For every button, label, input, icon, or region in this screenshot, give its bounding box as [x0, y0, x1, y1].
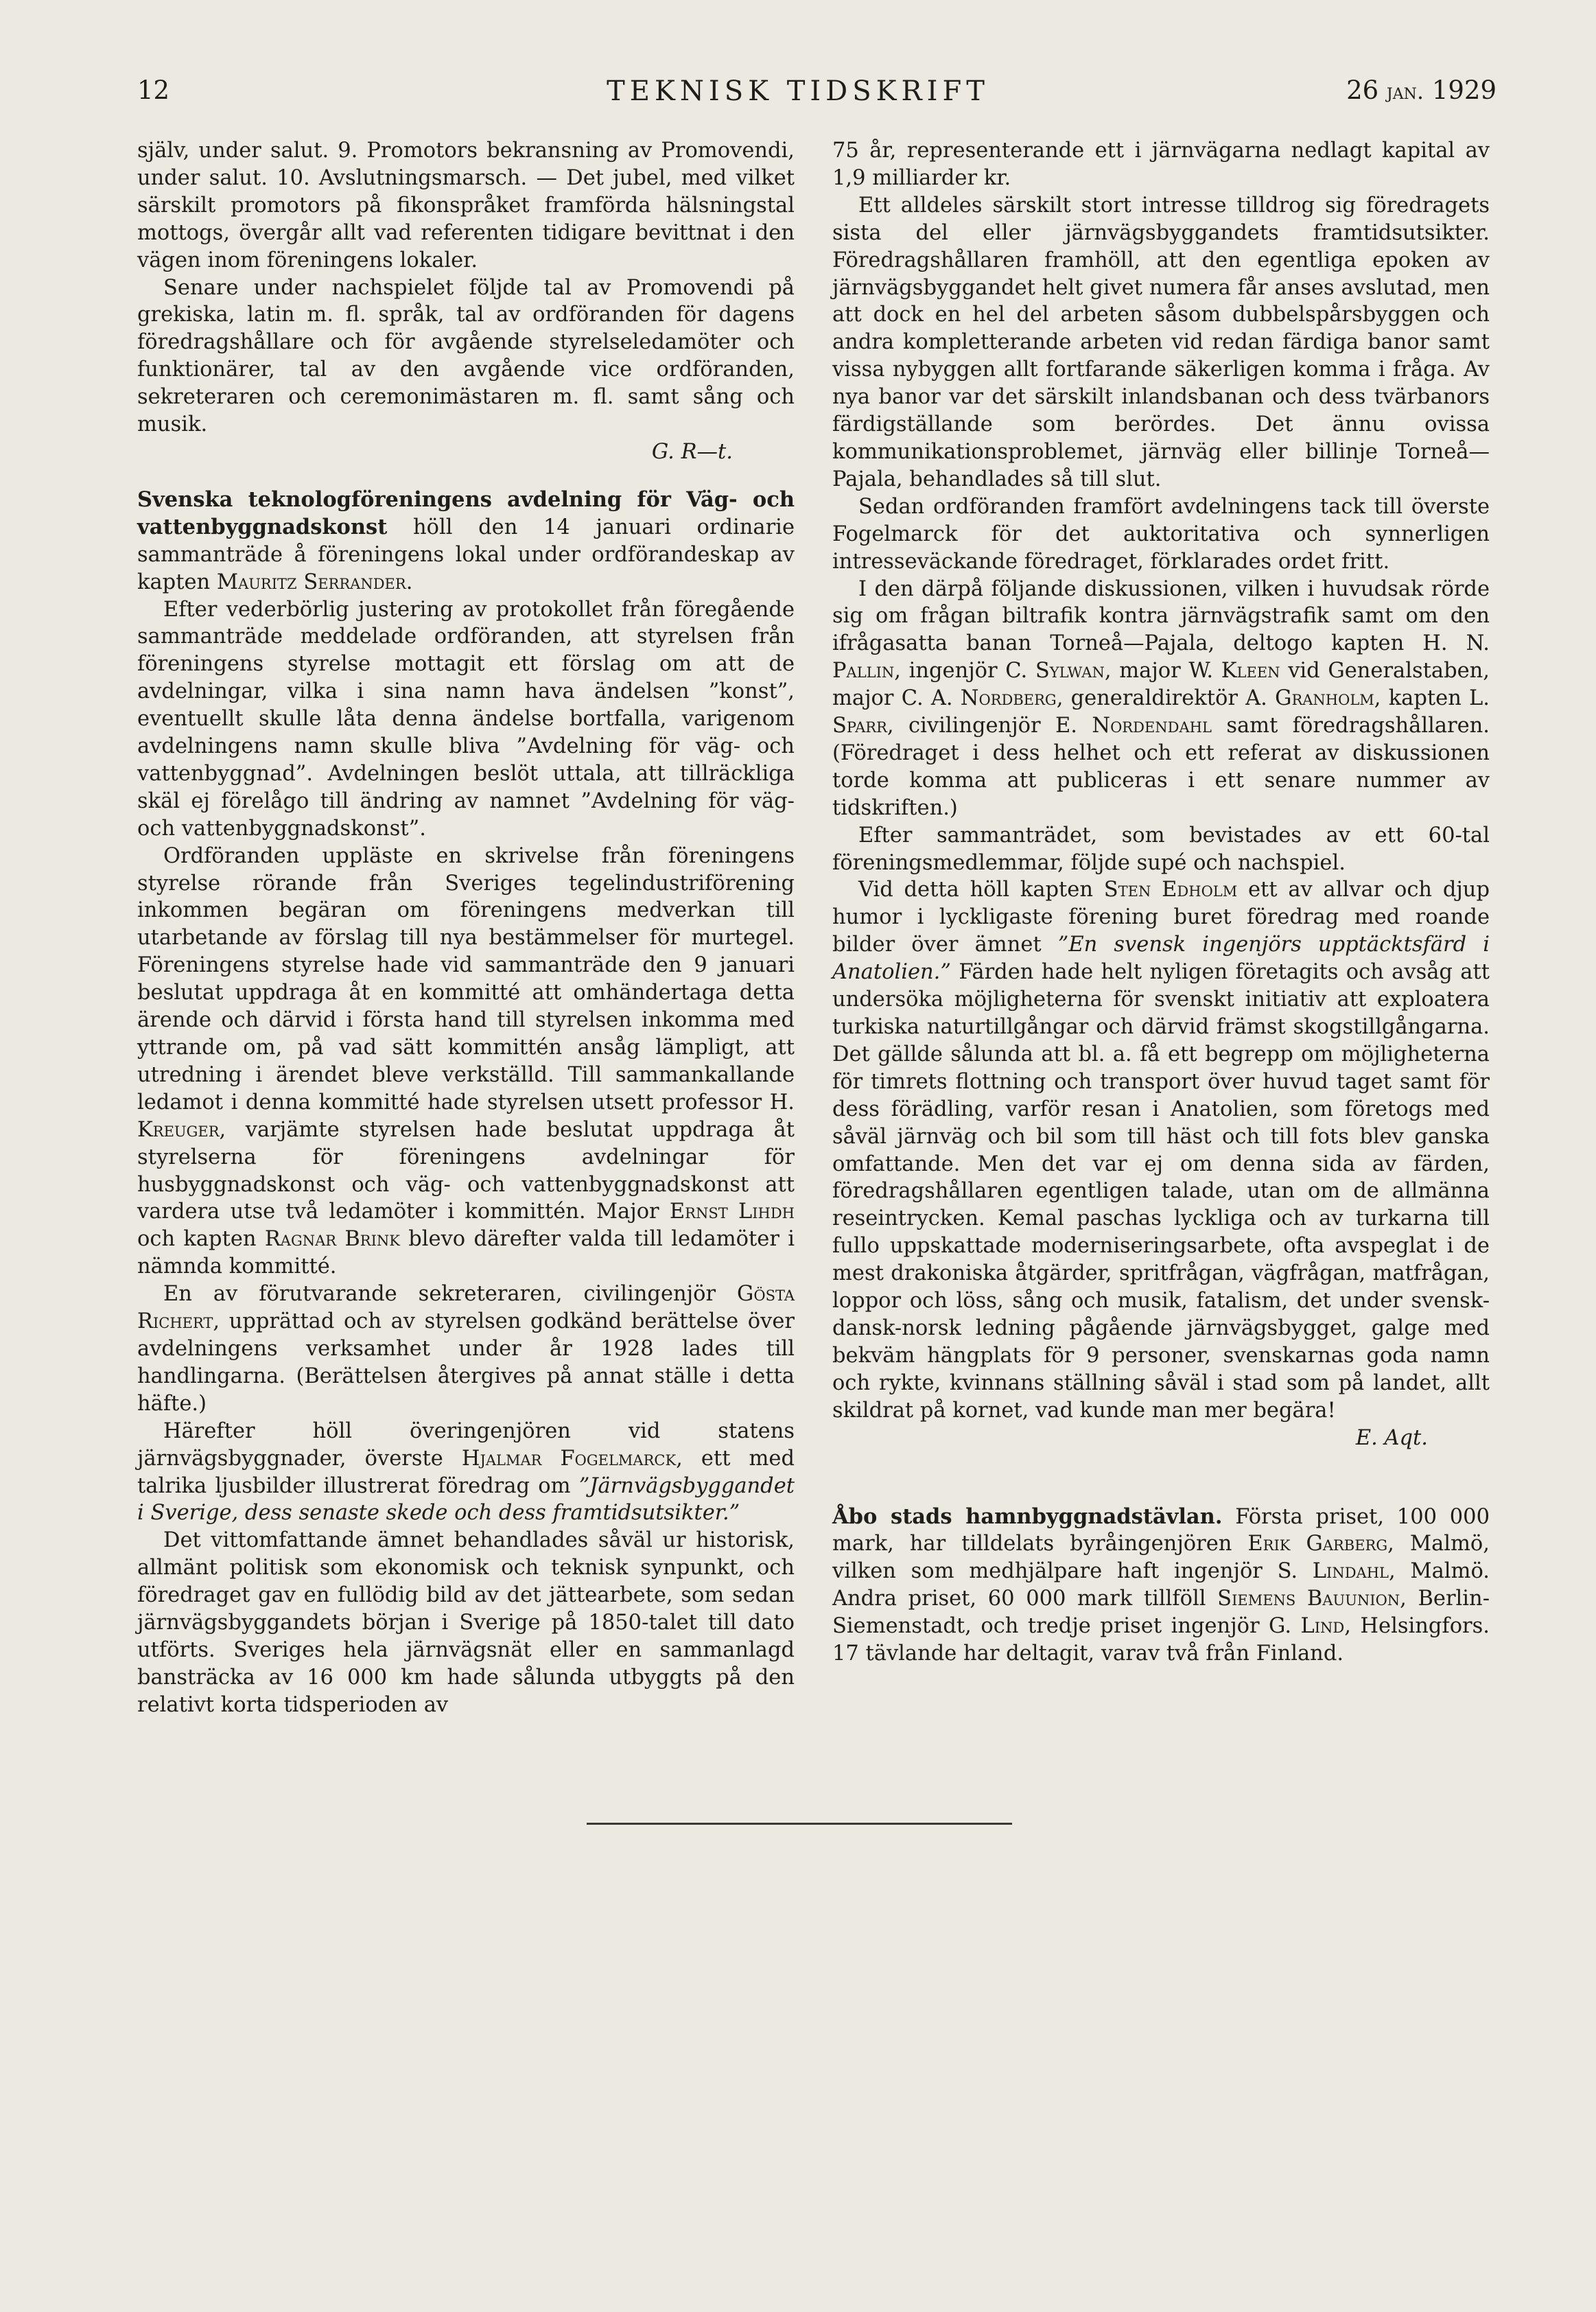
- divider-rule: [587, 1823, 1012, 1825]
- right-column: [832, 137, 1490, 1668]
- person-name: Ragnar Brink: [264, 1227, 400, 1252]
- paragraph: En av förutvarande sekreteraren, civilingenjör Gösta Richert, upprättad och av styrelsen godkänd berättelse över avdelningens verksamhet under år 1928 lades till handlingarna. (Berättelsen återgives på annat ställe i detta häfte.): [137, 1282, 795, 1416]
- paragraph: Vid detta höll kapten Sten Edholm ett av allvar och djup humor i lyckligaste förening buret föredrag med roande bilder över ämnet ”En svensk ingenjörs upptäcktsfärd i Anatolien.” Färden hade helt nyligen företagits och avsåg att undersöka möjligheterna för svenskt initiativ att exploatera turkiska naturtillgångar och därvid främst skogstillgångarna. Det gällde sålunda att bl. a. få ett begrepp om möjligheterna för timrets flottning och transport över huvud taget samt för dess förädling, varför resan i Anatolien, som företogs med såväl järnväg och bil som till häst och till fots blev ganska omfattande. Men det var ej om denna sida av färden, föredragshållaren egentligen talade, utan om de allmänna reseintrycken. Kemal paschas lyckliga och av turkarna till fullo uppskattade moderniseringsarbete, ofta avspeglat i de mest drakoniska åtgärder, spritfrågan, vägfrågan, matfrågan, loppor och löss, sång och musik, fatalism, det under svensk-dansk-norsk ledning pågående järnvägsbygget, galge med bekväm hängplats för 9 personer, svenskarnas goda namn och rykte, kvinnans ställning såväl i stad som på landet, allt skildrat på kornet, vad kunde man mer begära!: [832, 878, 1490, 1423]
- person-name: Hjalmar Fogelmarck: [461, 1446, 677, 1471]
- person-name: Nordendahl: [1092, 714, 1212, 738]
- paragraph: Sedan ordföranden framfört avdelningens tack till överste Fogelmarck för det auktoritativa och synnerligen intresseväckande föredraget, förklarades ordet fritt.: [832, 494, 1490, 574]
- paragraph: Ett alldeles särskilt stort intresse tilldrog sig föredragets sista del eller järnvägsbyggandets framtidsutsikter. Föredragshållaren framhöll, att den egentliga epoken av järnvägsbyggandet helt givet numera får anses avslutad, men att dock en hel del arbeten såsom dubbelspårsbyggen och andra kompletterande arbeten vid redan färdiga banor samt vissa nybyggen allt fortfarande säkerligen komma i fråga. Av nya banor var det särskilt inlandsbanan och dess tvärbanors färdigställande som berördes. Det ännu ovissa kommunikationsproblemet, järnväg eller billinje Torneå—Pajala, behandlades så till slut.: [832, 193, 1490, 491]
- lecture-title: ”En svensk ingenjörs upptäcktsfärd i Anatolien.”: [832, 933, 1490, 985]
- person-name: Sten Edholm: [1103, 878, 1238, 902]
- section-heading: Svenska teknologföreningens avdelning för Väg- och vattenbyggnadskonst: [137, 487, 795, 539]
- section-spacer: [832, 1452, 1490, 1504]
- person-name: Sylwan: [1035, 659, 1105, 684]
- paragraph: Härefter höll överingenjören vid statens järnvägsbyggnader, överste Hjalmar Fogelmarck, ett med talrika ljusbilder illustrerat föredrag om ”Järnvägsbyggandet i Sverige, dess senaste skede och dess framtidsutsikter.”: [137, 1418, 795, 1526]
- paragraph: 75 år, representerande ett i järnvägarna nedlagt kapital av 1,9 milliarder kr.: [832, 139, 1490, 190]
- person-name: Granholm: [1275, 686, 1374, 711]
- person-name: Lind: [1300, 1614, 1345, 1639]
- section-intro: Svenska teknologföreningens avdelning för Väg- och vattenbyggnadskonst höll den 14 januari ordinarie sammanträde å föreningens lokal under ordförandeskap av kapten Mauritz Serrander.: [137, 487, 795, 594]
- paragraph: Det vittomfattande ämnet behandlades såväl ur historisk, allmänt politisk som ekonomisk och teknisk synpunkt, och föredraget gav en fullödig bild av det jättearbete, som sedan järnvägsbyggandets början i Sverige på 1850-talet till dato utförts. Sveriges hela järnvägsnät eller en sammanlagd bansträcka av 16 000 km hade sålunda utbyggts på den relativt korta tidsperioden av: [137, 1528, 795, 1717]
- section-heading: Åbo stads hamnbyggnadstävlan.: [832, 1504, 1223, 1529]
- person-name: Sparr: [832, 714, 887, 738]
- signature: G. R—t.: [651, 439, 733, 464]
- signature: E. Aqt.: [1355, 1425, 1428, 1450]
- person-name: Mauritz Serrander.: [216, 570, 413, 594]
- section-intro: Åbo stads hamnbyggnadstävlan. Första priset, 100 000 mark, har tilldelats byråingenjören Erik Garberg, Malmö, vilken som medhjälpare haft ingenjör S. Lindahl, Malmö. Andra priset, 60 000 mark tillföll Siemens Bauunion, Berlin-Siemenstadt, och tredje priset ingenjör G. Lind, Helsingfors. 17 tävlande har deltagit, varav två från Finland.: [832, 1504, 1490, 1666]
- person-name: Lindahl: [1312, 1559, 1389, 1584]
- journal-title: TEKNISK TIDSKRIFT: [607, 75, 989, 107]
- section-spacer: [137, 466, 795, 487]
- issue-date: 26 jan. 1929: [1346, 75, 1497, 105]
- paragraph: I den därpå följande diskussionen, vilken i huvudsak rörde sig om frågan biltrafik kontra järnvägstrafik samt om den ifrågasatta banan Torneå—Pajala, deltogo kapten H. N. Pallin, ingenjör C. Sylwan, major W. Kleen vid Generalstaben, major C. A. Nordberg, generaldirektör A. Granholm, kapten L. Sparr, civilingenjör E. Nordendahl samt föredragshållaren. (Föredraget i dess helhet och ett referat av diskussionen torde komma att publiceras i ett senare nummer av tidskriften.): [832, 576, 1490, 820]
- person-name: Pallin: [832, 659, 895, 684]
- company-name: Siemens Bauunion: [1217, 1587, 1400, 1611]
- person-name: Erik Garberg: [1247, 1532, 1388, 1556]
- page-number: 12: [137, 75, 170, 105]
- person-name: Kleen: [1221, 659, 1280, 684]
- person-name: Gösta Richert: [137, 1282, 795, 1334]
- page-header: [0, 75, 1596, 117]
- paragraph: Ordföranden uppläste en skrivelse från föreningens styrelse rörande från Sveriges tegelindustriförening inkommen begäran om föreningens medverkan till utarbetande av förslag till nya bestämmelser för murtegel. Föreningens styrelse hade vid sammanträde den 9 januari beslutat uppdraga åt en kommitté att omhändertaga detta ärende och därvid i första hand till styrelsen inkomma med yttrande om, på vad sätt kommittén ansåg lämpligt, att utredning i ärendet bleve verkställd. Till sammankallande ledamot i denna kommitté hade styrelsen utsett professor H. Kreuger, varjämte styrelsen hade beslutat uppdraga åt styrelserna för föreningens avdelningar för husbyggnadskonst och väg- och vattenbyggnadskonst att vardera utse två ledamöter i kommittén. Major Ernst Lihdh och kapten Ragnar Brink blevo därefter valda till ledamöter i nämnda kommitté.: [137, 843, 795, 1279]
- person-name: Nordberg: [960, 686, 1057, 711]
- lecture-title: ”Järnvägsbyggandet i Sverige, dess senaste skede och dess framtidsutsikter.”: [137, 1473, 795, 1526]
- paragraph: Efter vederbörlig justering av protokollet från föregående sammanträde meddelade ordföranden, att styrelsen från föreningens styrelse mottagit ett förslag om att de avdelningar, vilka i sina namn hava ändelsen ”konst”, eventuellt skulle låta denna ändelse bortfalla, varigenom avdelningens namn skulle bliva ”Avdelning för väg- och vattenbyggnad”. Avdelningen beslöt uttala, att tillräckliga skäl ej förelågo till ändring av namnet ”Avdelning för väg- och vattenbyggnadskonst”.: [137, 597, 795, 841]
- person-name: Ernst Lihdh: [669, 1200, 795, 1224]
- paragraph: själv, under salut. 9. Promotors bekransning av Promovendi, under salut. 10. Avslutningsmarsch. — Det jubel, med vilket särskilt promotors på fikonspråket framförda hälsningstal mottogs, övergår allt vad referenten tidigare bevittnat i den vägen inom föreningens lokaler.: [137, 139, 795, 272]
- left-column: [137, 137, 795, 1719]
- person-name: Kreuger: [137, 1117, 220, 1142]
- paragraph: Senare under nachspielet följde tal av Promovendi på grekiska, latin m. fl. språk, tal av ordföranden för dagens föredragshållare och för avgående styrelseledamöter och funktionärer, tal av den avgående vice ordföranden, sekreteraren och ceremonimästaren m. fl. samt sång och musik.: [137, 275, 795, 437]
- paragraph: Efter sammanträdet, som bevistades av ett 60-tal föreningsmedlemmar, följde supé och nachspiel.: [832, 823, 1490, 875]
